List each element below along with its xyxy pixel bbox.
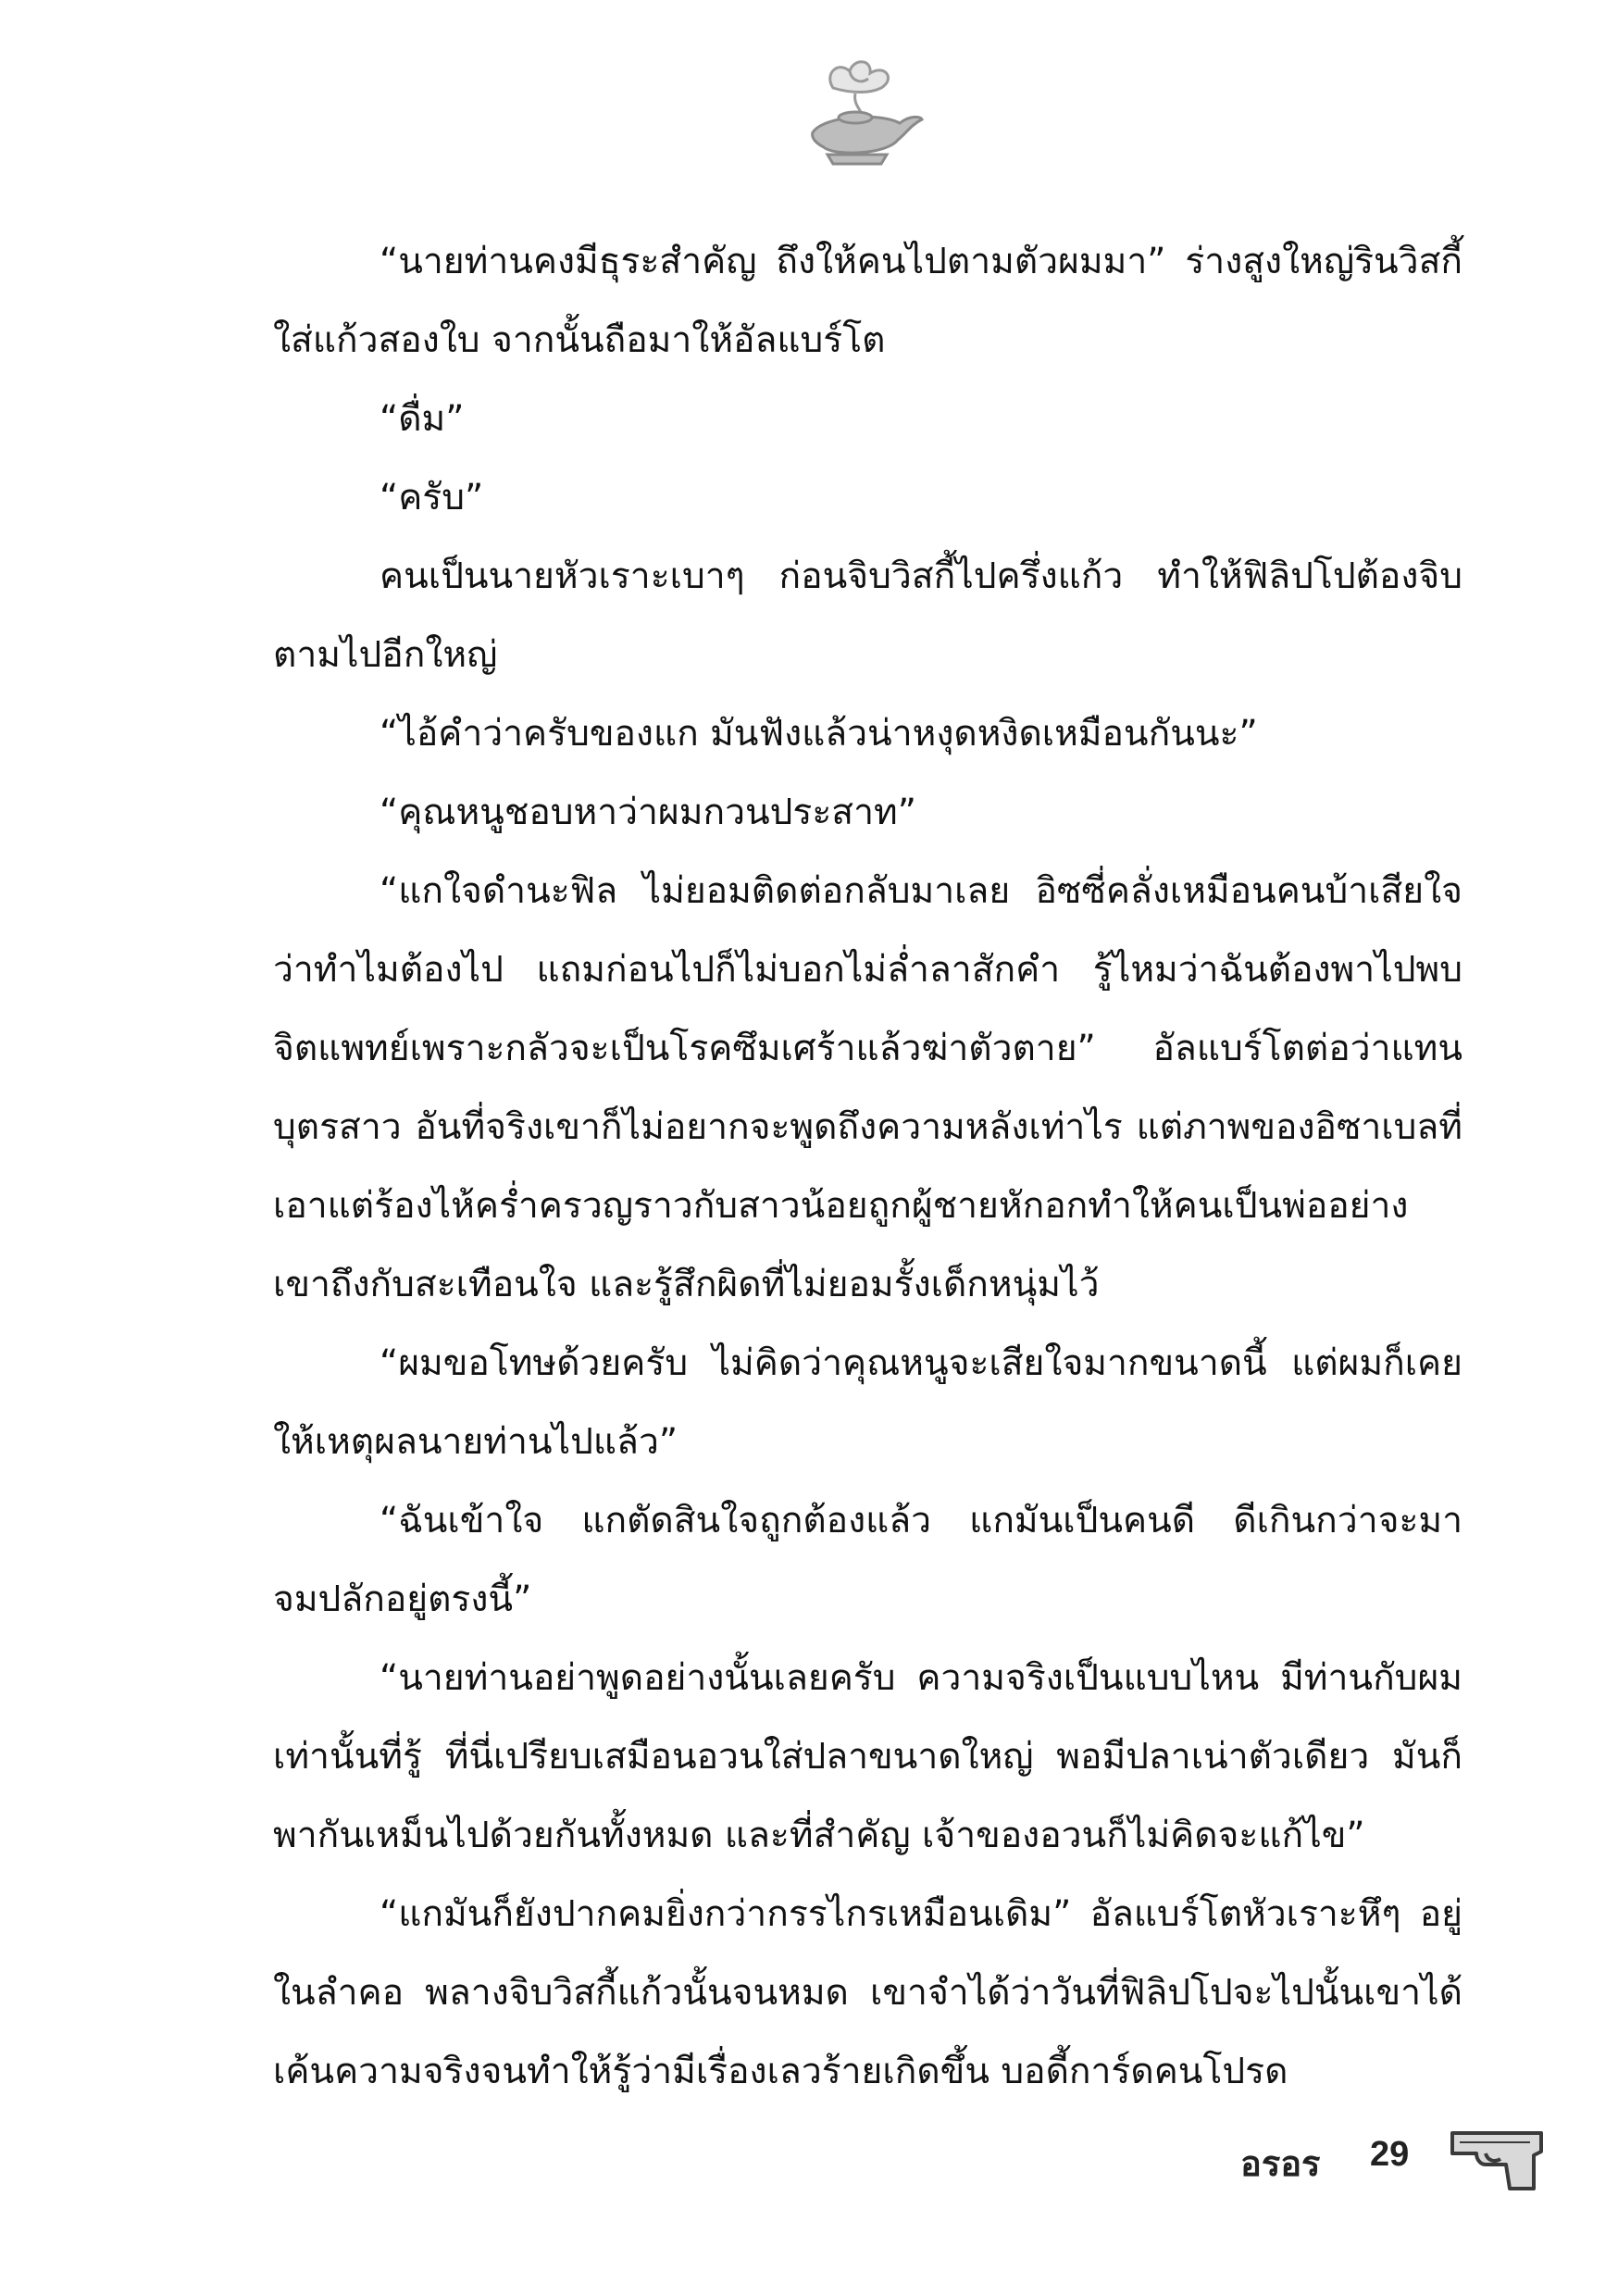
paragraph: “แกใจดำนะฟิล ไม่ยอมติดต่อกลับมาเลย อิซซี่คลั่งเหมือนคนบ้าเสียใจว่าทำไมต้องไป แถมก่อนไปก็ไม่บอกไม่ล่ำลาสักคำ รู้ไหมว่าฉันต้องพาไปพบจิตแพทย์เพราะกลัวจะเป็นโรคซึมเศร้าแล้วฆ่าตัวตาย” อัลแบร์โตต่อว่าแทนบุตรสาว อันที่จริงเขาก็ไม่อยากจะพูดถึงความหลังเท่าไร แต่ภาพของอิซาเบลที่เอาแต่ร้องไห้คร่ำครวญราวกับสาวน้อยถูกผู้ชายหักอกทำให้คนเป็นพ่ออย่างเขาถึงกับสะเทือนใจ และรู้สึกผิดที่ไม่ยอมรั้งเด็กหนุ่มไว้ [273, 870, 1462, 1305]
paragraph: “ฉันเข้าใจ แกตัดสินใจถูกต้องแล้ว แกมันเป็นคนดี ดีเกินกว่าจะมาจมปลักอยู่ตรงนี้” [273, 1500, 1462, 1620]
paragraph: “แกมันก็ยังปากคมยิ่งกว่ากรรไกรเหมือนเดิม” อัลแบร์โตหัวเราะหึๆ อยู่ในลำคอ พลางจิบวิสกี้แก้วนั้นจนหมด เขาจำได้ว่าวันที่ฟิลิปโปจะไปนั้นเขาได้เค้นความจริงจนทำให้รู้ว่ามีเรื่องเลวร้ายเกิดขึ้น บอดี้การ์ดคนโปรด [273, 1893, 1462, 2092]
paragraph: “ผมขอโทษด้วยครับ ไม่คิดว่าคุณหนูจะเสียใจมากขนาดนี้ แต่ผมก็เคยให้เหตุผลนายท่านไปแล้ว” [273, 1342, 1462, 1463]
paragraph: “ครับ” [380, 477, 484, 518]
paragraph: “นายท่านคงมีธุระสำคัญ ถึงให้คนไปตามตัวผมมา” ร่างสูงใหญ่รินวิสกี้ใส่แก้วสองใบ จากนั้นถือมาให้อัลแบร์โต [273, 241, 1462, 361]
paragraph: “ดื่ม” [380, 398, 465, 440]
page-footer [1240, 2128, 1546, 2192]
paragraph: “นายท่านอย่าพูดอย่างนั้นเลยครับ ความจริงเป็นแบบไหน มีท่านกับผมเท่านั้นที่รู้ ที่นี่เปรียบเสมือนอวนใส่ปลาขนาดใหญ่ พอมีปลาเน่าตัวเดียว มันก็พากันเหม็นไปด้วยกันทั้งหมด และที่สำคัญ เจ้าของอวนก็ไม่คิดจะแก้ไข” [273, 1657, 1462, 1856]
body-text [273, 222, 1462, 2111]
paragraph: คนเป็นนายหัวเราะเบาๆ ก่อนจิบวิสกี้ไปครึ่งแก้ว ทำให้ฟิลิปโปต้องจิบตามไปอีกใหญ่ [273, 555, 1462, 676]
page-number: 29 [1370, 2135, 1410, 2174]
pistol-icon [1449, 2128, 1546, 2192]
paragraph: “คุณหนูชอบหาว่าผมกวนประสาท” [380, 792, 916, 833]
paragraph: “ไอ้คำว่าครับของแก มันฟังแล้วน่าหงุดหงิดเหมือนกันนะ” [380, 713, 1258, 755]
author-name: อรอร [1240, 2145, 1321, 2184]
teapot-with-flower-icon [796, 51, 926, 171]
